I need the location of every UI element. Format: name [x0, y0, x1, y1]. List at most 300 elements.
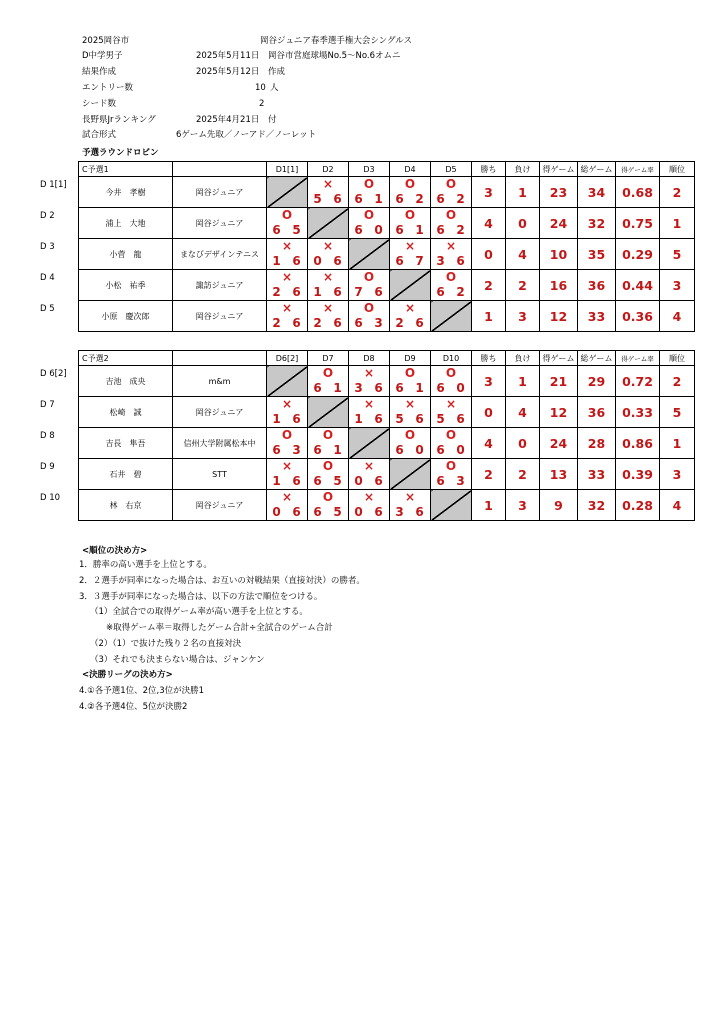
win-mark: O [404, 208, 416, 222]
column-header-games-won: 得ゲーム [540, 162, 578, 177]
wins-value: 1 [472, 301, 506, 332]
loss-mark: × [281, 490, 293, 504]
score-own: 6 [395, 381, 405, 395]
score-opponent: 6 [374, 381, 384, 395]
score-opponent: 0 [456, 443, 466, 457]
row-label: D 5 [40, 304, 55, 314]
player-club: 岡谷ジュニア [173, 397, 267, 428]
match-score [267, 413, 307, 426]
score-opponent: 7 [415, 254, 425, 268]
opponent-header: D8 [349, 351, 390, 366]
opponent-header: D2 [308, 162, 349, 177]
match-result-cell [267, 208, 308, 239]
match-score [390, 506, 430, 519]
score-opponent: 6 [292, 254, 302, 268]
self-match-cell [267, 366, 308, 397]
match-score [267, 255, 307, 268]
match-score [390, 413, 430, 426]
score-own: 6 [436, 474, 446, 488]
player-name: 今井 孝樹 [79, 177, 173, 208]
rule-line-3: 3．３選手が同率になった場合は、以下の方法で順位をつける。 [79, 592, 323, 602]
column-header-rate: 得ゲーム率 [616, 162, 660, 177]
match-result-cell [390, 177, 431, 208]
score-opponent: 6 [333, 192, 343, 206]
loss-mark: × [281, 459, 293, 473]
score-own: 7 [354, 285, 364, 299]
score-opponent: 0 [456, 381, 466, 395]
column-header-losses: 負け [506, 162, 540, 177]
match-result-cell [349, 177, 390, 208]
group-name: C予選2 [79, 351, 173, 366]
match-result-cell [349, 459, 390, 490]
match-score [308, 317, 348, 330]
match-result-cell [267, 428, 308, 459]
column-header-games-total: 総ゲーム [578, 351, 616, 366]
match-score [308, 193, 348, 206]
score-opponent: 1 [415, 223, 425, 237]
player-row [79, 270, 695, 301]
match-score [390, 255, 430, 268]
created-date: 2025年5月12日 [196, 67, 260, 77]
win-mark: O [322, 459, 334, 473]
loss-mark: × [322, 301, 334, 315]
match-result-cell [390, 208, 431, 239]
score-opponent: 5 [333, 474, 343, 488]
match-score [267, 286, 307, 299]
opponent-header: D10 [431, 351, 472, 366]
player-club: STT [173, 459, 267, 490]
player-club: まなびデザインテニス [173, 239, 267, 270]
opponent-header: D5 [431, 162, 472, 177]
losses-value: 3 [506, 490, 540, 521]
match-result-cell [349, 270, 390, 301]
score-own: 6 [436, 192, 446, 206]
win-mark: O [404, 366, 416, 380]
loss-mark: × [281, 239, 293, 253]
player-name: 小松 祐季 [79, 270, 173, 301]
win-mark: O [281, 428, 293, 442]
losses-value: 0 [506, 208, 540, 239]
losses-value: 4 [506, 239, 540, 270]
score-own: 6 [395, 192, 405, 206]
games-won-value: 24 [540, 428, 578, 459]
match-result-cell [349, 301, 390, 332]
loss-mark: × [363, 490, 375, 504]
match-result-cell [267, 459, 308, 490]
score-opponent: 1 [333, 443, 343, 457]
self-match-cell [267, 177, 308, 208]
score-own: 3 [395, 505, 405, 519]
column-header-losses: 負け [506, 351, 540, 366]
games-won-value: 9 [540, 490, 578, 521]
venue: 岡谷市営庭球場No.5～No.6オムニ [268, 51, 401, 61]
match-score [267, 317, 307, 330]
games-total-value: 32 [578, 208, 616, 239]
match-score [267, 475, 307, 488]
category: D中学男子 [82, 51, 123, 61]
rate-value: 0.33 [616, 397, 660, 428]
score-own: 2 [313, 316, 323, 330]
losses-value: 0 [506, 428, 540, 459]
loss-mark: × [363, 366, 375, 380]
seeds-value: 2 [259, 99, 265, 109]
score-own: 6 [436, 381, 446, 395]
games-total-value: 32 [578, 490, 616, 521]
win-mark: O [322, 428, 334, 442]
match-score [431, 413, 471, 426]
rate-value: 0.28 [616, 490, 660, 521]
wins-value: 4 [472, 428, 506, 459]
entries-label: エントリー数 [82, 83, 134, 93]
score-opponent: 0 [374, 223, 384, 237]
match-score [308, 444, 348, 457]
score-own: 0 [354, 474, 364, 488]
win-mark: O [363, 177, 375, 191]
rule-line-7: （3）それでも決まらない場合は、ジャンケン [90, 655, 265, 665]
match-score [431, 193, 471, 206]
match-date: 2025年5月11日 [196, 51, 260, 61]
match-result-cell [349, 397, 390, 428]
score-own: 6 [313, 474, 323, 488]
column-header-rank: 順位 [660, 162, 695, 177]
match-result-cell [390, 366, 431, 397]
ranking-date: 2025年4月21日 [196, 115, 260, 125]
win-mark: O [445, 270, 457, 284]
score-opponent: 6 [415, 316, 425, 330]
score-own: 6 [313, 443, 323, 457]
round-robin-table [78, 350, 695, 521]
entries-unit: 人 [270, 83, 279, 93]
row-label: D 9 [40, 462, 55, 472]
score-opponent: 5 [333, 505, 343, 519]
loss-mark: × [404, 239, 416, 253]
score-own: 1 [313, 285, 323, 299]
score-opponent: 6 [415, 412, 425, 426]
score-opponent: 6 [374, 285, 384, 299]
header-line-7 [82, 128, 317, 143]
player-row [79, 366, 695, 397]
entries-value: 10 [255, 83, 266, 93]
rule-line-9: 4.②各予選4位、5位が決勝2 [79, 702, 188, 712]
games-total-value: 28 [578, 428, 616, 459]
rank-value: 2 [660, 366, 695, 397]
match-score [349, 382, 389, 395]
match-score [431, 286, 471, 299]
match-result-cell [267, 270, 308, 301]
match-score [267, 224, 307, 237]
opponent-header: D3 [349, 162, 390, 177]
player-row [79, 177, 695, 208]
match-result-cell [308, 459, 349, 490]
match-result-cell [431, 397, 472, 428]
score-own: 6 [436, 443, 446, 457]
games-won-value: 13 [540, 459, 578, 490]
losses-value: 4 [506, 397, 540, 428]
score-own: 6 [313, 381, 323, 395]
player-club: 岡谷ジュニア [173, 177, 267, 208]
rule-line-1: 1．勝率の高い選手を上位とする。 [79, 560, 212, 570]
win-mark: O [404, 177, 416, 191]
match-result-cell [431, 366, 472, 397]
player-name: 石井 碧 [79, 459, 173, 490]
loss-mark: × [322, 177, 334, 191]
match-result-cell [267, 490, 308, 521]
match-score [390, 382, 430, 395]
header-line-4 [82, 81, 279, 96]
column-header-rate: 得ゲーム率 [616, 351, 660, 366]
score-own: 5 [395, 412, 405, 426]
rate-value: 0.75 [616, 208, 660, 239]
score-own: 6 [395, 223, 405, 237]
match-score [349, 475, 389, 488]
player-name: 吉長 隼吾 [79, 428, 173, 459]
games-won-value: 23 [540, 177, 578, 208]
row-label: D 8 [40, 431, 55, 441]
rate-value: 0.29 [616, 239, 660, 270]
self-match-cell [308, 208, 349, 239]
match-result-cell [431, 270, 472, 301]
score-opponent: 6 [415, 505, 425, 519]
wins-value: 4 [472, 208, 506, 239]
rate-value: 0.39 [616, 459, 660, 490]
match-score [267, 444, 307, 457]
loss-mark: × [281, 397, 293, 411]
match-score [308, 286, 348, 299]
games-total-value: 33 [578, 301, 616, 332]
score-own: 2 [395, 316, 405, 330]
row-label: D 6[2] [40, 369, 67, 379]
games-won-value: 12 [540, 301, 578, 332]
wins-value: 3 [472, 177, 506, 208]
match-score [349, 193, 389, 206]
match-score [390, 444, 430, 457]
match-score [349, 224, 389, 237]
score-own: 1 [272, 412, 282, 426]
match-result-cell [390, 397, 431, 428]
win-mark: O [281, 208, 293, 222]
rank-value: 1 [660, 428, 695, 459]
score-opponent: 3 [292, 443, 302, 457]
score-own: 6 [436, 285, 446, 299]
loss-mark: × [363, 397, 375, 411]
ranking-suffix: 付 [268, 115, 277, 125]
self-match-cell [431, 490, 472, 521]
match-score [431, 382, 471, 395]
match-result-cell [431, 459, 472, 490]
match-result-cell [431, 208, 472, 239]
match-result-cell [267, 301, 308, 332]
row-label: D 4 [40, 273, 55, 283]
score-own: 2 [272, 316, 282, 330]
games-total-value: 36 [578, 270, 616, 301]
score-own: 3 [354, 381, 364, 395]
match-result-cell [431, 177, 472, 208]
rate-value: 0.72 [616, 366, 660, 397]
player-row [79, 459, 695, 490]
match-score [308, 255, 348, 268]
wins-value: 1 [472, 490, 506, 521]
match-score [349, 413, 389, 426]
match-result-cell [390, 239, 431, 270]
score-own: 6 [354, 192, 364, 206]
opponent-header: D9 [390, 351, 431, 366]
match-result-cell [390, 428, 431, 459]
match-result-cell [431, 428, 472, 459]
score-opponent: 3 [456, 474, 466, 488]
score-opponent: 6 [333, 316, 343, 330]
match-score [431, 475, 471, 488]
match-score [431, 224, 471, 237]
score-opponent: 1 [374, 192, 384, 206]
row-label: D 3 [40, 242, 55, 252]
match-result-cell [308, 239, 349, 270]
rules-title-final: <決勝リーグの決め方> [82, 670, 173, 680]
round-robin-table [78, 161, 695, 332]
rate-value: 0.44 [616, 270, 660, 301]
score-own: 0 [272, 505, 282, 519]
score-opponent: 6 [292, 505, 302, 519]
club-header [173, 162, 267, 177]
year-city: 2025岡谷市 [82, 36, 130, 46]
score-opponent: 6 [374, 412, 384, 426]
rule-line-4: （1）全試合での取得ゲーム率が高い選手を上位とする。 [90, 607, 308, 617]
rate-value: 0.36 [616, 301, 660, 332]
match-score [308, 506, 348, 519]
rule-line-8: 4.①各予選1位、2位,3位が決勝1 [79, 686, 205, 696]
loss-mark: × [363, 459, 375, 473]
win-mark: O [363, 270, 375, 284]
header-line-6 [82, 113, 277, 128]
loss-mark: × [404, 301, 416, 315]
score-opponent: 6 [292, 316, 302, 330]
loss-mark: × [322, 270, 334, 284]
rank-value: 2 [660, 177, 695, 208]
score-own: 5 [313, 192, 323, 206]
player-name: 吉池 成央 [79, 366, 173, 397]
score-opponent: 6 [292, 285, 302, 299]
games-won-value: 16 [540, 270, 578, 301]
seeds-label: シード数 [82, 99, 117, 109]
match-result-cell [308, 366, 349, 397]
rule-line-6: （2）（1）で抜けた残り２名の直接対決 [90, 639, 242, 649]
created-suffix: 作成 [268, 67, 286, 77]
games-total-value: 33 [578, 459, 616, 490]
rank-value: 3 [660, 270, 695, 301]
match-result-cell [308, 490, 349, 521]
score-opponent: 3 [374, 316, 384, 330]
column-header-games-won: 得ゲーム [540, 351, 578, 366]
header-line-1 [82, 34, 412, 49]
player-row [79, 239, 695, 270]
player-row [79, 428, 695, 459]
match-score [431, 255, 471, 268]
player-row [79, 397, 695, 428]
win-mark: O [404, 428, 416, 442]
score-own: 6 [395, 443, 405, 457]
score-own: 6 [395, 254, 405, 268]
player-club: 岡谷ジュニア [173, 208, 267, 239]
score-own: 6 [272, 443, 282, 457]
score-opponent: 2 [415, 192, 425, 206]
rate-value: 0.86 [616, 428, 660, 459]
format-value: 6ゲーム先取／ノーアド／ノーレット [176, 130, 317, 140]
match-result-cell [349, 208, 390, 239]
loss-mark: × [281, 301, 293, 315]
rank-value: 1 [660, 208, 695, 239]
rank-value: 3 [660, 459, 695, 490]
score-opponent: 0 [415, 443, 425, 457]
loss-mark: × [445, 239, 457, 253]
win-mark: O [322, 366, 334, 380]
player-name: 小菅 龍 [79, 239, 173, 270]
self-match-cell [349, 428, 390, 459]
score-opponent: 6 [374, 474, 384, 488]
score-opponent: 1 [333, 381, 343, 395]
self-match-cell [431, 301, 472, 332]
self-match-cell [390, 459, 431, 490]
win-mark: O [322, 490, 334, 504]
club-header [173, 351, 267, 366]
score-opponent: 6 [333, 285, 343, 299]
column-header-wins: 勝ち [472, 162, 506, 177]
score-opponent: 2 [456, 223, 466, 237]
score-opponent: 6 [456, 254, 466, 268]
rank-value: 4 [660, 301, 695, 332]
wins-value: 2 [472, 270, 506, 301]
games-won-value: 24 [540, 208, 578, 239]
match-result-cell [390, 301, 431, 332]
score-own: 5 [436, 412, 446, 426]
score-own: 6 [354, 316, 364, 330]
rank-value: 4 [660, 490, 695, 521]
match-result-cell [349, 490, 390, 521]
score-own: 6 [354, 223, 364, 237]
player-club: 諏訪ジュニア [173, 270, 267, 301]
match-score [349, 286, 389, 299]
section-title: 予選ラウンドロビン [82, 148, 159, 158]
self-match-cell [349, 239, 390, 270]
rank-value: 5 [660, 397, 695, 428]
match-score [267, 506, 307, 519]
score-own: 6 [272, 223, 282, 237]
losses-value: 2 [506, 270, 540, 301]
rate-value: 0.68 [616, 177, 660, 208]
match-result-cell [349, 366, 390, 397]
losses-value: 1 [506, 177, 540, 208]
player-club: 岡谷ジュニア [173, 490, 267, 521]
match-score [349, 317, 389, 330]
rule-line-5: ※取得ゲーム率＝取得したゲーム合計÷全試合のゲーム合計 [106, 623, 333, 633]
document-header [0, 0, 725, 150]
match-score [390, 193, 430, 206]
row-label: D 7 [40, 400, 55, 410]
loss-mark: × [322, 239, 334, 253]
loss-mark: × [404, 490, 416, 504]
rule-line-2: 2．２選手が同率になった場合は、お互いの対戦結果（直接対決）の勝者。 [79, 576, 365, 586]
score-opponent: 2 [456, 192, 466, 206]
match-result-cell [431, 239, 472, 270]
win-mark: O [445, 208, 457, 222]
score-own: 2 [272, 285, 282, 299]
tournament-name: 岡谷ジュニア春季選手権大会シングルス [260, 36, 412, 46]
created-label: 結果作成 [82, 67, 117, 77]
self-match-cell [390, 270, 431, 301]
losses-value: 1 [506, 366, 540, 397]
games-total-value: 29 [578, 366, 616, 397]
column-header-rank: 順位 [660, 351, 695, 366]
match-result-cell [267, 397, 308, 428]
match-score [390, 317, 430, 330]
